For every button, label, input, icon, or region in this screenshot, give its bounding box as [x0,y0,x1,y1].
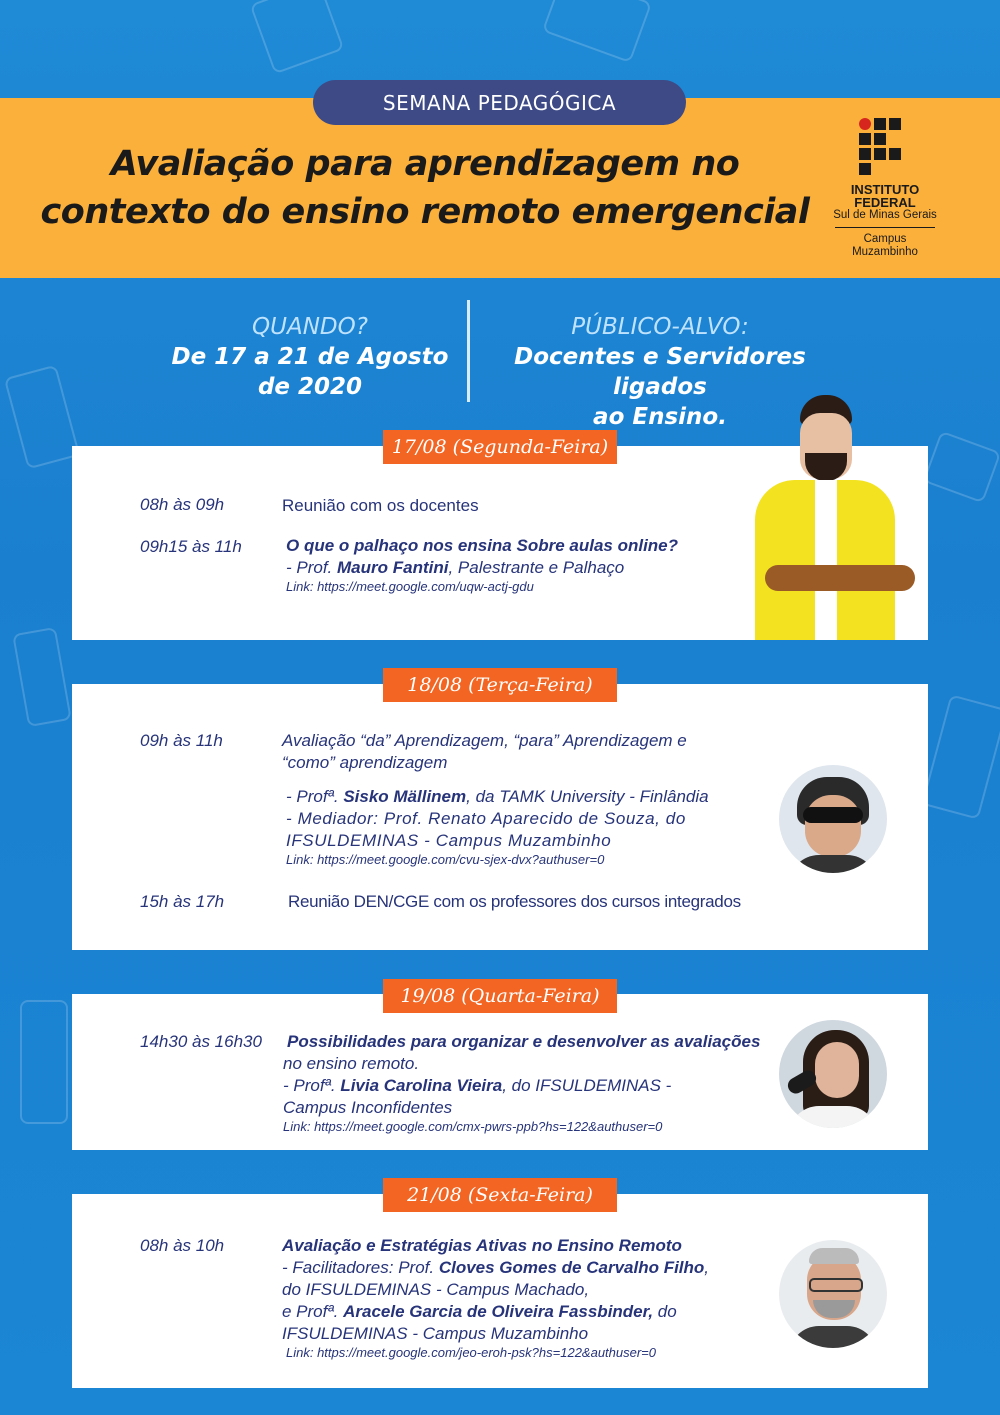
meeting-link[interactable]: Link: https://meet.google.com/uqw-actj-gdu [286,579,534,594]
when-line-1: De 17 a 21 de Agosto [171,344,449,370]
time-2-1: 09h às 11h [140,731,223,750]
event-4-1 [282,1235,752,1361]
event-3-1-suffix: , do IFSULDEMINAS - [502,1076,672,1095]
doodle-calculator [542,0,652,63]
event-3-1-title-2: no ensino remoto. [283,1054,420,1073]
logo-name-2: FEDERAL [854,195,916,210]
logo-sub: Sul de Minas Gerais [833,209,937,221]
logo-campus-1: Campus [863,233,907,245]
doodle-book-right [921,694,1000,819]
audience-label: PÚBLICO-ALVO: [571,314,749,340]
day-label-1: 17/08 (Segunda-Feira) [383,430,617,464]
event-2-1-title-1: Avaliação “da” Aprendizagem, “para” Aprendizagem e [282,731,687,750]
event-1-2 [286,535,746,595]
title-line-1: Avaliação para aprendizagem no [110,144,740,184]
day-label-3: 19/08 (Quarta-Feira) [383,979,617,1013]
event-4-1-title: Avaliação e Estratégias Ativas no Ensino Remoto [282,1236,682,1255]
speaker-name: Sisko Mällinem [343,787,467,806]
speaker-avatar-livia [779,1020,887,1128]
event-1-2-suffix: , Palestrante e Palhaço [448,558,625,577]
mediator-line-2: IFSULDEMINAS - Campus Muzambinho [286,831,612,850]
event-3-1-line-2: Campus Inconfidentes [283,1098,453,1117]
facilitator-1-suffix: , [704,1258,710,1277]
event-3-1-title-1: Possibilidades para organizar e desenvolver as avaliações [287,1032,761,1051]
event-3-1 [283,1031,783,1135]
event-1-1: Reunião com os docentes [282,496,479,515]
event-pill: SEMANA PEDAGÓGICA [313,80,686,125]
page-title [40,140,810,236]
meeting-link[interactable]: Link: https://meet.google.com/cvu-sjex-dvx?authuser=0 [286,852,605,867]
speaker-name: Mauro Fantini [337,558,449,577]
when-line-2: de 2020 [257,374,363,400]
time-4-1: 08h às 10h [140,1236,225,1255]
meeting-link[interactable]: Link: https://meet.google.com/jeo-eroh-psk?hs=122&authuser=0 [286,1345,657,1360]
facilitator-1-prefix: - Facilitadores: Prof. [282,1258,439,1277]
facilitator-2-suffix: do [653,1302,677,1321]
institute-logo [820,118,950,259]
logo-name-1: INSTITUTO [850,182,920,197]
facilitator-2-line-2: IFSULDEMINAS - Campus Muzambinho [282,1324,589,1343]
time-1-2: 09h15 às 11h [140,537,242,556]
speaker-name: Livia Carolina Vieira [340,1076,503,1095]
event-2-1-title-2: “como” aprendizagem [282,753,448,772]
info-divider [467,300,470,402]
audience-line-1: Docentes e Servidores ligados [514,344,806,400]
title-line-2: contexto do ensino remoto emergencial [40,192,810,232]
event-2-2: Reunião DEN/CGE com os professores dos cursos integrados [288,892,741,911]
event-2-1 [282,730,772,868]
meeting-link[interactable]: Link: https://meet.google.com/cmx-pwrs-ppb?hs=122&authuser=0 [283,1119,663,1134]
time-1-1: 08h às 09h [140,495,225,514]
doodle-phone [12,627,72,727]
doodle-notebook [250,0,345,74]
when-block [170,312,450,402]
day-label-4: 21/08 (Sexta-Feira) [383,1178,617,1212]
day-label-2: 18/08 (Terça-Feira) [383,668,617,702]
doodle-camera [923,431,1000,504]
when-label: QUANDO? [252,314,368,340]
facilitator-1-line-2: do IFSULDEMINAS - Campus Machado, [282,1280,590,1299]
event-1-2-title: O que o palhaço nos ensina Sobre aulas online? [286,536,679,555]
mediator-line-1: - Mediador: Prof. Renato Aparecido de Souza, do [286,809,686,828]
speaker-avatar-cloves [779,1240,887,1348]
facilitator-2-prefix: e Profª. [282,1302,344,1321]
logo-mark [810,118,950,175]
audience-line-2: ao Ensino. [593,404,727,430]
event-1-2-prefix: - Prof. [286,558,338,577]
speaker-name: Cloves Gomes de Carvalho Filho [438,1258,705,1277]
speaker-name: Aracele Garcia de Oliveira Fassbinder, [343,1302,654,1321]
doodle-books [20,1000,68,1124]
event-2-1-suffix: , da TAMK University - Finlândia [466,787,709,806]
event-2-1-prefix: - Profª. [286,787,344,806]
event-3-1-prefix: - Profª. [283,1076,341,1095]
time-2-2: 15h às 17h [140,892,225,911]
logo-campus-2: Muzambinho [852,246,918,258]
doodle-book [4,365,80,470]
speaker-avatar-sisko [779,765,887,873]
speaker-photo-clown [735,395,915,640]
time-3-1: 14h30 às 16h30 [140,1032,262,1051]
